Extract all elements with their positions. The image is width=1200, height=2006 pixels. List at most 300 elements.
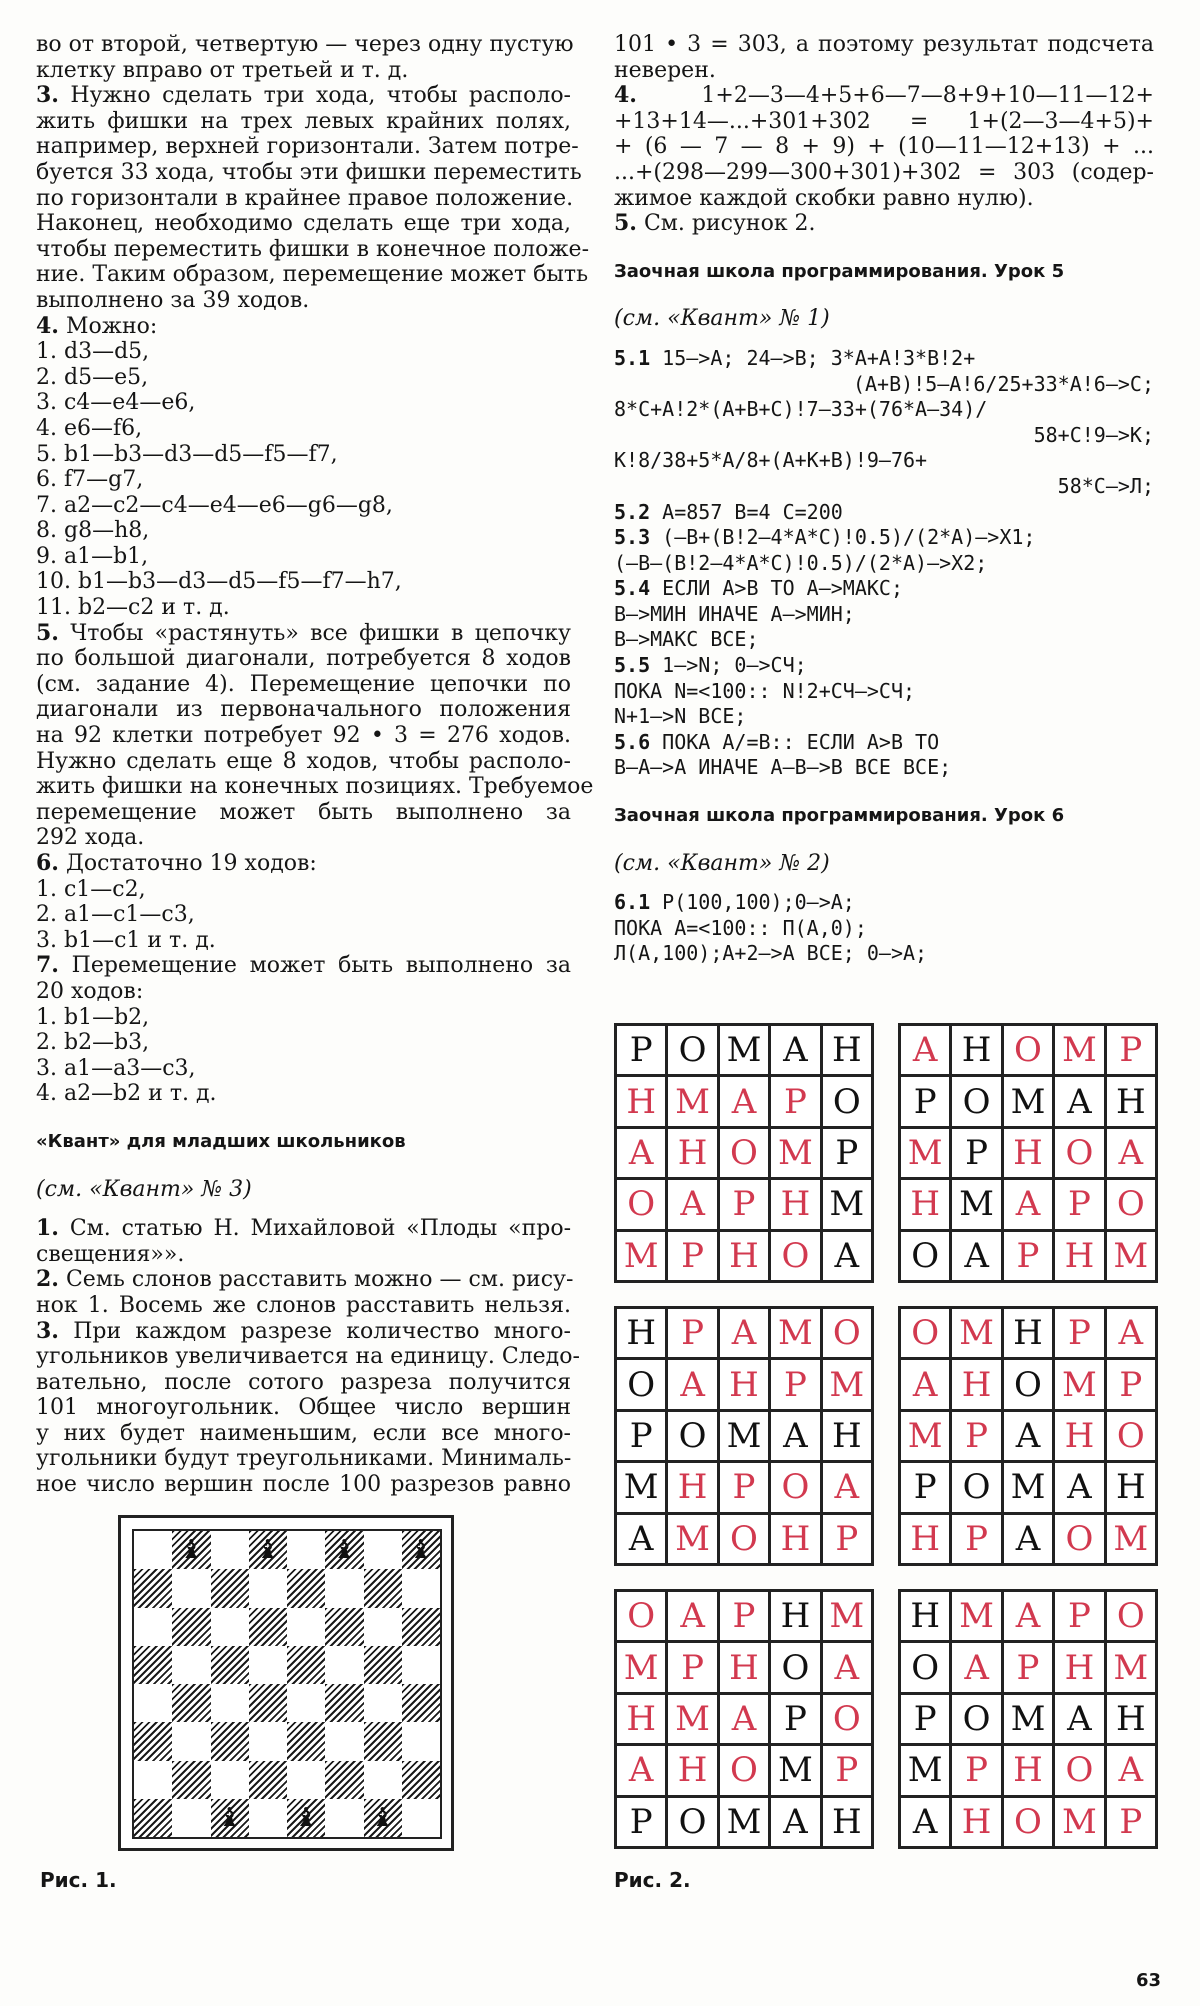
board-square [364,1684,402,1722]
letter-cell: P [823,1129,871,1177]
letter-cell: A [771,1798,819,1846]
letter-cell: A [720,1309,768,1357]
line-text: Наконец, необходимо сделать еще три хода, [36,211,571,237]
board-square [402,1684,440,1722]
board-square [402,1569,440,1607]
letter-cell: M [771,1746,819,1794]
letter-cell: H [823,1798,871,1846]
letter-cell: H [668,1746,716,1794]
line-text: 8. g8—h8, [36,518,150,544]
board-square [325,1761,363,1799]
letter-cell: A [952,1232,1000,1280]
line-text: B—>МАКС ВСЕ; [614,627,759,652]
square-3 [614,1306,874,1566]
board-square [249,1608,287,1646]
line-text: + (6 — 7 — 8 + 9) + (10—11—12+13) + ... [614,134,1154,160]
letter-cell: H [1055,1412,1103,1460]
letter-cell: M [823,1592,871,1640]
item-number: 5.6 [614,729,651,754]
letter-cell: M [1055,1360,1103,1408]
board-square [287,1608,325,1646]
letter-cell: H [1107,1695,1155,1743]
board-square [211,1722,249,1760]
text-line [36,134,579,160]
letter-cell: O [1107,1412,1155,1460]
text-line [36,953,571,979]
board-square [134,1684,172,1722]
letter-cell: M [617,1643,665,1691]
text-line [614,83,1154,109]
text-line [36,800,571,826]
letter-cell: P [617,1798,665,1846]
letter-cell: O [901,1232,949,1280]
letter-cell: O [720,1129,768,1177]
board-square [325,1646,363,1684]
letter-cell: H [823,1412,871,1460]
item-number: 6.1 [614,890,651,915]
letter-cell: H [1004,1746,1052,1794]
line-text: 9. a1—b1, [36,543,149,569]
letter-cell: O [1055,1746,1103,1794]
text-line [36,58,571,84]
text-line [36,1216,571,1242]
board-square [402,1799,440,1837]
item-number: 5.4 [614,576,651,601]
letter-cell: H [617,1309,665,1357]
letter-cell: M [901,1412,949,1460]
letter-cell: A [1004,1592,1052,1640]
text-line [614,890,1154,916]
item-number: 4. [614,82,637,109]
text-line [36,1266,574,1293]
letter-cell: P [901,1463,949,1511]
text-line [36,1472,571,1498]
letter-cell: M [617,1463,665,1511]
line-text: 1—>N; 0—>СЧ; [650,653,807,678]
line-text: A=857 B=4 C=200 [650,499,843,524]
board-square [172,1761,210,1799]
board-square [249,1531,287,1569]
text-line [36,672,571,698]
bishop-icon: ♝ [332,1535,357,1566]
item-number: 5.3 [614,525,651,550]
letter-cell: A [1004,1180,1052,1228]
text-line [36,262,589,288]
letter-cell: A [720,1695,768,1743]
line-text: См. рисунок 2. [636,211,816,237]
text-line [36,1344,580,1370]
line-text: 3. a1—a3—c3, [36,1055,196,1081]
board-square [325,1684,363,1722]
letter-cell: M [668,1077,716,1125]
text-line [36,1005,571,1031]
item-number: 5. [36,619,59,646]
board-square [287,1646,325,1684]
bishop-icon: ♝ [217,1802,242,1833]
line-text: 1. d3—d5, [36,339,150,365]
line-text: B—A—>A ИНАЧЕ A—B—>B ВСЕ ВСЕ; [614,755,952,780]
line-text: у них будет наименьшим, если все много- [36,1420,571,1446]
line-text: Чтобы «растянуть» все фишки в цепочку [58,620,571,646]
line-text: ПОКА A=<100:: П(A,0); [614,915,867,940]
line-text: клетку вправо от третьей и т. д. [36,57,409,83]
letter-cell: A [617,1746,665,1794]
text-line [614,32,1154,58]
board-square [364,1608,402,1646]
letter-cell: P [668,1232,716,1280]
text-line [36,365,571,391]
line-text: свещения»». [36,1241,185,1267]
lesson6-reference: (см. «Квант» № 2) [614,850,830,876]
square-1 [614,1023,874,1283]
letter-cell: M [1055,1026,1103,1074]
letter-cell: P [668,1643,716,1691]
figure1-caption: Рис. 1. [40,1868,117,1892]
board-square [172,1646,210,1684]
line-text: 2. b2—b3, [36,1030,150,1056]
line-text: При каждом разрезе количество много- [58,1318,571,1344]
board-square [249,1569,287,1607]
line-text: 15—>A; 24—>B; 3*A+A!3*B!2+ [650,345,976,370]
letter-cell: M [720,1798,768,1846]
bishop-icon: ♝ [256,1535,280,1566]
letter-cell: O [823,1309,871,1357]
board-square [325,1799,363,1837]
letter-cell: A [617,1515,665,1563]
letter-cell: A [901,1798,949,1846]
letter-cell: M [1055,1798,1103,1846]
text-line [36,749,571,775]
letter-cell: O [771,1463,819,1511]
text-line [614,160,1154,186]
line-text: 58*C—>Л; [1057,473,1154,498]
line-text: ЕСЛИ A>B ТО A—>МАКС; [650,576,903,601]
letter-cell: O [1055,1515,1103,1563]
text-line [36,32,574,58]
line-text: 2. d5—e5, [36,364,149,390]
text-line [36,1242,571,1268]
letter-cell: P [720,1463,768,1511]
bishop-icon: ♝ [409,1535,433,1566]
letter-cell: O [720,1746,768,1794]
board-square [364,1761,402,1799]
line-text: вательно, после сотого разреза получится [36,1369,571,1395]
text-line [36,595,571,621]
right-column [614,32,1154,967]
board-square [364,1646,402,1684]
item-number: 3. [36,1317,59,1344]
text-line [36,697,571,723]
letter-cell: P [901,1077,949,1125]
letter-cell: H [901,1180,949,1228]
line-text: 4. a2—b2 и т. д. [36,1081,217,1107]
chessboard-grid [132,1529,442,1839]
board-square [249,1722,287,1760]
text-line [36,979,571,1005]
line-text: (—B+(B!2—4*A*C)!0.5)/(2*A)—>X1; [650,525,1036,550]
letter-cell: A [1107,1129,1155,1177]
kvant-heading: «Квант» для младших школьников [36,1130,406,1152]
letter-cell: O [952,1695,1000,1743]
line-text: 2. a1—c1—c3, [36,902,195,928]
text-line [36,569,571,595]
board-square [172,1684,210,1722]
board-square [172,1608,210,1646]
letter-cell: A [1004,1412,1052,1460]
letter-cell: H [1055,1643,1103,1691]
letter-cell: A [823,1232,871,1280]
line-text: ...+(298—299—300+301)+302 = 303 (содер- [614,159,1154,185]
line-text: Нужно сделать три хода, чтобы располо- [58,83,571,109]
line-text: N+1—>N ВСЕ; [614,704,747,729]
text-line [614,372,1154,398]
letter-cell: A [1055,1695,1103,1743]
line-text: во от второй, четвертую — через одну пустую [36,32,574,57]
letter-cell: P [771,1695,819,1743]
text-line [614,730,1154,756]
line-text: P(100,100);0—>A; [650,890,855,915]
letter-cell: O [1004,1026,1052,1074]
board-square [249,1761,287,1799]
letter-cell: P [720,1180,768,1228]
square-2 [898,1023,1158,1283]
letter-cell: P [823,1746,871,1794]
letter-cell: A [720,1077,768,1125]
text-line [36,1081,571,1107]
board-square [211,1799,249,1837]
line-text: например, верхней горизонтали. Затем потре- [36,134,579,160]
board-square [211,1684,249,1722]
line-text: жить фишки на трех левых крайних полях, [36,108,571,134]
text-line [36,902,571,928]
board-square [287,1684,325,1722]
letter-cell: O [617,1360,665,1408]
letter-cell: H [720,1232,768,1280]
letter-cell: M [720,1026,768,1074]
letter-cell: A [901,1360,949,1408]
letter-cell: P [617,1026,665,1074]
letter-cell: M [1004,1695,1052,1743]
text-line [36,1446,571,1472]
letter-cell: P [901,1695,949,1743]
letter-cell: H [1004,1129,1052,1177]
letter-cell: H [823,1026,871,1074]
text-line [36,211,571,237]
square-4 [898,1306,1158,1566]
line-text: угольники будут треугольниками. Минималь- [36,1446,572,1472]
line-text: 1. b1—b2, [36,1004,150,1030]
board-square [172,1722,210,1760]
board-square [325,1569,363,1607]
letter-cell: M [901,1129,949,1177]
text-line [614,627,1154,653]
letter-cell: P [952,1412,1000,1460]
letter-cell: H [771,1180,819,1228]
item-number: 1. [36,1215,59,1242]
text-line [614,653,1154,679]
board-square [364,1722,402,1760]
line-text: 10. b1—b3—d3—d5—f5—f7—h7, [36,569,402,595]
line-text: по большой диагонали, потребуется 8 ходов [36,646,571,672]
text-line [36,416,571,442]
line-text: Можно: [58,313,158,339]
board-square [211,1646,249,1684]
text-line [36,1421,571,1447]
text-line [614,755,1154,781]
text-line [614,109,1154,135]
square-6 [898,1589,1158,1849]
letter-cell: A [1055,1463,1103,1511]
text-line [36,1395,571,1421]
letter-cell: H [952,1026,1000,1074]
text-line [36,288,571,314]
line-text: ное число вершин после 100 разрезов равно [36,1472,571,1498]
line-text: 3. b1—c1 и т. д. [36,927,216,953]
line-text: (A+B)!5—A!6/25+33*A!6—>C; [852,371,1154,396]
text-line [36,83,571,109]
text-line [36,646,571,672]
letter-cell: O [771,1643,819,1691]
board-square [364,1799,402,1837]
line-text: 6. f7—g7, [36,467,144,493]
letter-cell: P [1004,1643,1052,1691]
letter-cell: O [668,1412,716,1460]
text-line [36,493,571,519]
letter-cell: H [617,1077,665,1125]
item-number: 5.2 [614,499,651,524]
text-line [36,544,571,570]
board-square [325,1722,363,1760]
board-square [134,1799,172,1837]
letter-cell: O [668,1798,716,1846]
letter-cell: H [720,1360,768,1408]
line-text: 58+C!9—>K; [1033,422,1154,447]
letter-cell: O [823,1695,871,1743]
letter-cell: A [901,1026,949,1074]
letter-cell: M [668,1695,716,1743]
text-line [614,397,1154,423]
item-number: 7. [36,952,59,979]
letter-cell: O [901,1309,949,1357]
line-text: 4. e6—f6, [36,415,143,441]
board-square [402,1531,440,1569]
line-text: на 92 клетки потребует 92 • 3 = 276 ходов. [36,723,571,749]
item-number: 5.5 [614,653,651,678]
letter-cell: P [1055,1180,1103,1228]
text-line [36,1056,571,1082]
text-line [36,390,571,416]
letter-cell: A [617,1129,665,1177]
letter-cell: P [1055,1592,1103,1640]
page-number: 63 [1136,1970,1162,1991]
text-line [36,185,574,212]
text-line [614,500,1154,526]
line-text: Л(A,100);A+2—>A ВСЕ; 0—>A; [614,941,928,966]
letter-cell: P [1107,1360,1155,1408]
letter-cell: M [771,1309,819,1357]
letter-cell: H [668,1463,716,1511]
line-text: 8*C+A!2*(A+B+C)!7—33+(76*A—34)/ [614,397,988,422]
line-text: ние. Таким образом, перемещение может быть [36,262,589,288]
line-text: (см. задание 4). Перемещение цепочки по [36,671,571,697]
letter-cell: O [1055,1129,1103,1177]
letter-cell: A [668,1592,716,1640]
letter-cell: A [823,1643,871,1691]
board-square [134,1608,172,1646]
letter-cell: O [901,1643,949,1691]
text-line [36,236,590,263]
letter-cell: P [1004,1232,1052,1280]
board-square [364,1531,402,1569]
letter-cell: H [1107,1463,1155,1511]
item-number: 2. [36,1266,59,1293]
text-line [614,448,1154,474]
board-square [172,1799,210,1837]
line-text: (—B—(B!2—4*A*C)!0.5)/(2*A)—>X2; [614,550,988,575]
letter-cell: A [1107,1309,1155,1357]
item-number: 5. [614,210,637,237]
line-text: Перемещение может быть выполнено за [58,953,571,979]
text-line [614,551,1154,577]
lesson6-heading: Заочная школа программирования. Урок 6 [614,805,1065,827]
letter-cell: M [901,1746,949,1794]
board-square [287,1531,325,1569]
text-line [36,1030,571,1056]
line-text: K!8/38+5*A/8+(A+K+B)!9—76+ [614,448,928,473]
text-line [36,621,571,647]
letter-cell: M [823,1180,871,1228]
letter-cell: H [901,1592,949,1640]
line-text: 1. c1—c2, [36,876,146,902]
letter-cell: M [617,1232,665,1280]
board-square [287,1761,325,1799]
board-square [211,1608,249,1646]
text-line [614,423,1154,449]
figure2-caption: Рис. 2. [614,1868,691,1892]
text-line [36,314,571,340]
text-line [36,1293,571,1319]
board-square [364,1569,402,1607]
text-line [36,159,582,186]
board-square [402,1761,440,1799]
board-square [134,1531,172,1569]
line-text: 5. b1—b3—d3—d5—f5—f7, [36,441,338,467]
line-text: 1+2—3—4+5+6—7—8+9+10—11—12+ [636,83,1154,109]
letter-cell: O [1004,1798,1052,1846]
letter-cell: P [1055,1309,1103,1357]
letter-cell: H [771,1515,819,1563]
line-text: 11. b2—c2 и т. д. [36,595,230,621]
text-line [614,916,1154,942]
answers-block [36,32,594,1107]
line-text: ПОКА N=<100:: N!2+СЧ—>СЧ; [614,678,916,703]
line-text: 3. c4—e4—e6, [36,390,196,416]
square-5 [614,1589,874,1849]
letter-cell: M [1107,1515,1155,1563]
text-line [36,518,571,544]
letter-cell: A [952,1643,1000,1691]
board-square [134,1722,172,1760]
line-text: B—>МИН ИНАЧЕ A—>МИН; [614,601,855,626]
letter-cell: H [720,1643,768,1691]
text-line [36,467,571,493]
text-line [36,442,571,468]
letter-cell: P [720,1592,768,1640]
letter-cell: H [1107,1077,1155,1125]
text-line [614,602,1154,628]
item-number: 5.1 [614,345,651,370]
text-line [36,774,594,800]
